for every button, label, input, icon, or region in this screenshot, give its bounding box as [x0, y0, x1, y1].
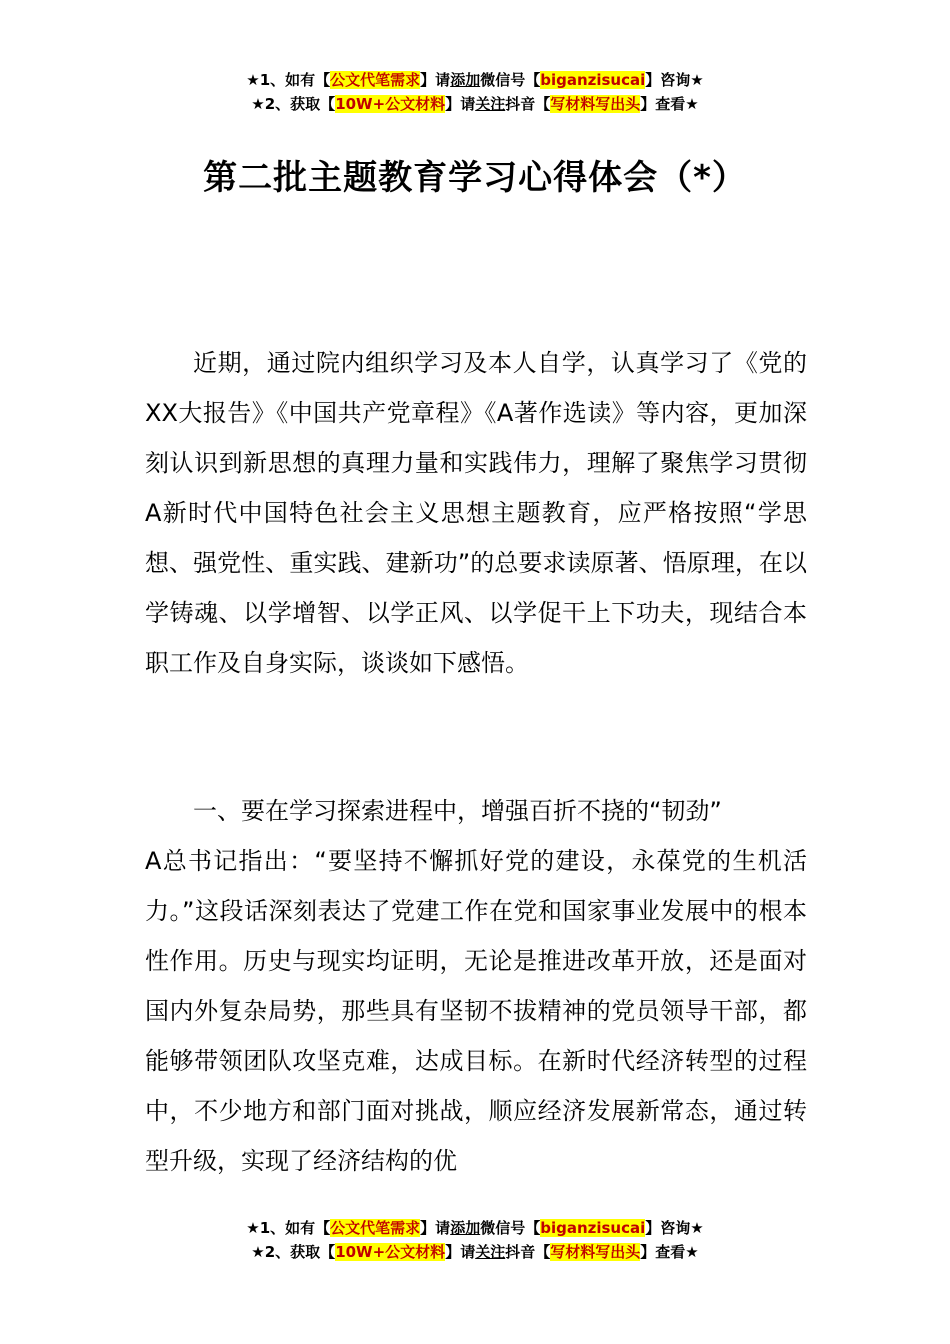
highlight-douyin-id: 写材料写出头 — [550, 95, 641, 113]
banner-text: 】请 — [420, 71, 451, 89]
highlight-materials: 10W+公文材料 — [335, 1243, 446, 1261]
banner-emphasis: 关注 — [475, 1243, 506, 1261]
banner-emphasis: 添加 — [450, 71, 481, 89]
section-heading-1: 一、要在学习探索进程中，增强百折不挠的“韧劲” — [193, 797, 722, 825]
banner-text: 2、获取【 — [264, 1243, 336, 1261]
banner-emphasis: 添加 — [450, 1219, 481, 1237]
highlight-materials: 10W+公文材料 — [335, 95, 446, 113]
footer-banner — [0, 1216, 950, 1264]
banner-line-2 — [0, 92, 950, 116]
document-body-section-1 — [145, 338, 807, 688]
highlight-douyin-id: 写材料写出头 — [550, 1243, 641, 1261]
highlight-wechat-id: biganzisucai — [540, 71, 646, 89]
banner-line-1 — [0, 68, 950, 92]
document-body-section-2 — [145, 786, 807, 1186]
paragraph-section-1: A总书记指出：“要坚持不懈抓好党的建设，永葆党的生机活力。”这段话深刻表达了党建工作在党和国家事业发展中的根本性作用。历史与现实均证明，无论是推进改革开放，还是面对国内外复杂局势，那些具有坚韧不拔精神的党员领导干部，都能够带领团队攻坚克难，达成目标。在新时代经济转型的过程中，不少地方和部门面对挑战，顺应经济发展新常态，通过转型升级，实现了经济结构的优 — [145, 847, 807, 1175]
banner-line-2 — [0, 1240, 950, 1264]
star-icon: ★ — [251, 1243, 265, 1261]
banner-line-1 — [0, 1216, 950, 1240]
banner-text: 】查看★ — [640, 95, 699, 113]
banner-emphasis: 关注 — [475, 95, 506, 113]
document-title: 第二批主题教育学习心得体会（*） — [203, 158, 747, 198]
banner-text: 1、如有【 — [259, 71, 331, 89]
highlight-service: 公文代笔需求 — [330, 71, 421, 89]
banner-text: 1、如有【 — [259, 1219, 331, 1237]
banner-text: 2、获取【 — [264, 95, 336, 113]
banner-text: 】咨询★ — [645, 1219, 704, 1237]
banner-text: 微信号【 — [480, 71, 541, 89]
banner-text: 抖音【 — [505, 1243, 551, 1261]
banner-text: 】请 — [445, 1243, 476, 1261]
star-icon: ★ — [251, 95, 265, 113]
star-icon: ★ — [246, 71, 260, 89]
banner-text: 】请 — [420, 1219, 451, 1237]
banner-text: 抖音【 — [505, 95, 551, 113]
banner-text: 】咨询★ — [645, 71, 704, 89]
banner-text: 微信号【 — [480, 1219, 541, 1237]
banner-text: 】请 — [445, 95, 476, 113]
star-icon: ★ — [246, 1219, 260, 1237]
header-banner — [0, 68, 950, 116]
paragraph-intro: 近期，通过院内组织学习及本人自学，认真学习了《党的XX大报告》《中国共产党章程》《A著作选读》等内容，更加深刻认识到新思想的真理力量和实践伟力，理解了聚焦学习贯彻A新时代中国特色社会主义思想主题教育，应严格按照“学思想、强党性、重实践、建新功”的总要求读原著、悟原理，在以学铸魂、以学增智、以学正风、以学促干上下功夫，现结合本职工作及自身实际，谈谈如下感悟。 — [145, 349, 807, 677]
highlight-service: 公文代笔需求 — [330, 1219, 421, 1237]
banner-text: 】查看★ — [640, 1243, 699, 1261]
highlight-wechat-id: biganzisucai — [540, 1219, 646, 1237]
